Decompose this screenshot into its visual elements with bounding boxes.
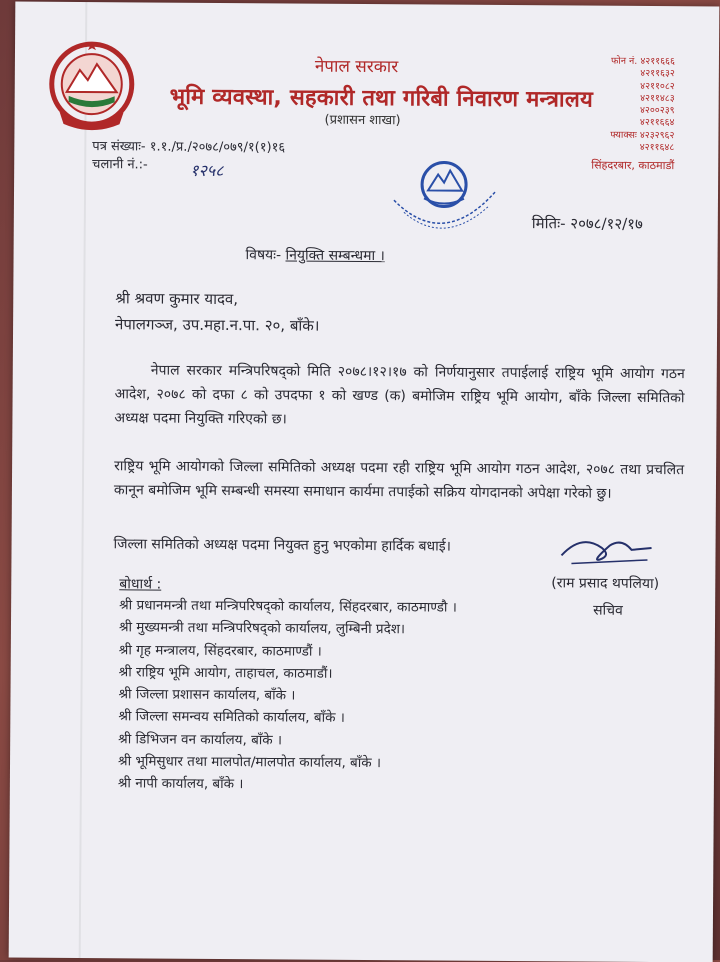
cc-item: श्री जिल्ला समन्वय समितिको कार्यालय, बाँके । [118,708,345,727]
phone-number: ४२११६३२ [640,68,675,80]
letter-page [9,2,720,962]
recipient-address: नेपालगञ्ज, उप.महा.न.पा. २०, बाँके। [115,315,320,335]
subject-label: विषयः- [245,247,282,264]
nepal-emblem-icon [44,36,139,137]
signatory-title: सचिव [593,602,623,619]
congratulation-line: जिल्ला समितिको अध्यक्ष पदमा नियुक्त हुनु भएकोमा हार्दिक बधाई। [113,536,452,555]
phone-number: ४२११०८२ [640,80,675,92]
paper-fold [79,2,88,958]
cc-item: श्री नापी कार्यालय, बाँके । [117,775,244,793]
office-location: सिंहदरबार, काठमाडौं [591,158,675,173]
fax-number: फ्याक्सः ४२३२९६२ [610,129,675,142]
challani-number-handwritten: १२५८ [190,160,224,181]
phone-number: ४२११४८३ [640,92,675,105]
office-stamp-icon [384,150,505,247]
cc-item: श्री डिभिजन वन कार्यालय, बाँके । [118,731,283,749]
letterhead-government: नेपाल सरकार [314,56,399,78]
cc-item: श्री भूमिसुधार तथा मालपोत/मालपोत कार्यालय, बाँके । [117,753,382,772]
cc-label: बोधार्थ : [119,576,162,593]
letterhead-branch: (प्रशासन शाखा) [324,112,401,129]
phone-number: ४२११६६४ [639,117,675,129]
reference-number: पत्र संख्याः- १.१./प्र./२०७८/०७९/१(१)१६ [92,139,286,156]
subject-line [246,245,385,265]
cc-item: श्री प्रधानमन्त्री तथा मन्त्रिपरिषद्को कार्यालय, सिंहदरबार, काठमाण्डौ । [119,597,457,616]
cc-item: श्री जिल्ला प्रशासन कार्यालय, बाँके । [118,686,296,704]
fax-number: ४२११६४८ [639,142,675,154]
cc-item: श्री गृह मन्त्रालय, सिंहदरबार, काठमाण्डौं । [118,641,322,660]
phone-list [584,56,675,130]
signature-mark [551,525,661,570]
phone-number: फोन नं. ४२११६६६ [610,55,675,68]
phone-number: ४२००२३९ [639,105,675,117]
cc-item: श्री राष्ट्रिय भूमि आयोग, ताहाचल, काठमाडौं। [118,664,333,682]
cc-item: श्री मुख्यमन्त्री तथा मन्त्रिपरिषद्को कार्यालय, लुम्बिनी प्रदेश। [118,619,406,638]
subject-text: नियुक्ति सम्बन्धमा । [285,247,385,265]
challani-label: चलानी नं.:- [92,157,148,173]
letterhead-ministry: भूमि व्यवस्था, सहकारी तथा गरिबी निवारण मन्त्रालय [169,84,594,113]
recipient-name: श्री श्रवण कुमार यादव, [115,289,239,309]
body-paragraph-1: नेपाल सरकार मन्त्रिपरिषद्को मिति २०७८।१२।१७ को निर्णयानुसार तपाईलाई राष्ट्रिय भूमि आयोग गठन आदेश, २०७८ को दफा ८ को उपदफा १ को खण्ड (क) बमोजिम राष्ट्रिय भूमि आयोग, बाँके जिल्ला समितिको अध्यक्ष पदमा नियुक्ति गरिएको छ। [114,362,685,428]
body-paragraph-2: राष्ट्रिय भूमि आयोगको जिल्ला समितिको अध्यक्ष पदमा रही राष्ट्रिय भूमि आयोग गठन आदेश, २०७८ तथा प्रचलित कानून बमोजिम भूमि सम्बन्धी समस्या समाधान कार्यमा तपाईको सक्रिय योगदानको अपेक्षा गरेको छु। [113,458,685,502]
cc-list [118,594,579,798]
fax-list [574,129,674,154]
letter-date: मितिः- २०७८/१२/१७ [531,214,643,233]
signatory-name: (राम प्रसाद थपलिया) [551,575,660,593]
